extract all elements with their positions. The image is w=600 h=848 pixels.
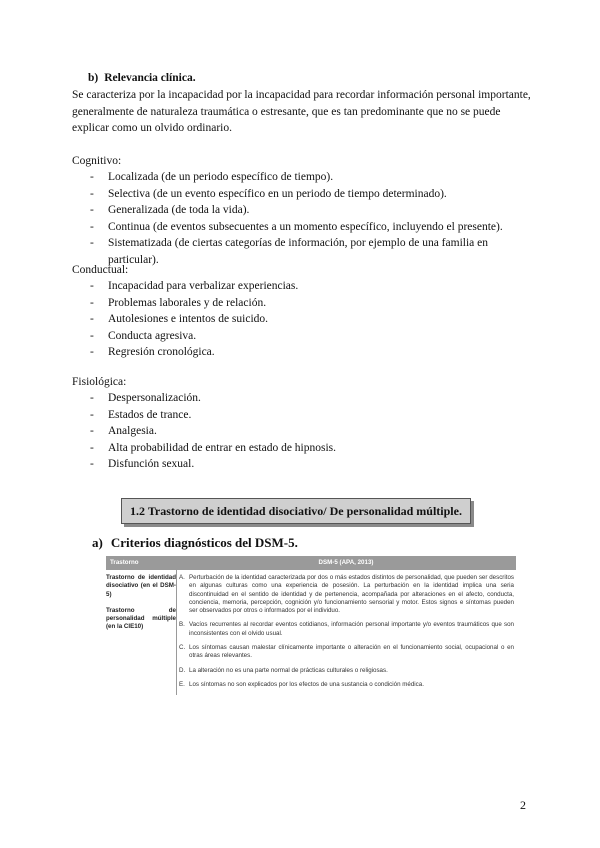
criteria-heading-label: a) — [92, 535, 103, 550]
behavioral-title: Conductual: — [72, 264, 129, 276]
list-item: - Estados de trance. — [90, 408, 192, 421]
list-item: - Analgesia. — [90, 425, 157, 437]
relevance-paragraph: Se caracteriza por la incapacidad por la incapacidad para recordar información personal importante, generalmente de naturaleza traumática o estresante, que es tan predominante que no se puede explicar como un olvido ordinario. — [72, 89, 531, 134]
criteria-list — [176, 570, 516, 695]
list-item: - Selectiva (de un evento específico en un periodo de tiempo determinado). — [90, 187, 447, 200]
criteria-heading — [92, 535, 298, 552]
relevance-heading — [88, 70, 196, 87]
relevance-heading-title: Relevancia clínica. — [104, 72, 196, 84]
page-number: 2 — [520, 798, 526, 812]
section-heading-box — [121, 498, 471, 524]
table-header — [106, 556, 516, 570]
list-item: - Despersonalización. — [90, 392, 201, 404]
disorder-names — [106, 570, 176, 695]
list-item: - Alta probabilidad de entrar en estado de hipnosis. — [90, 441, 337, 454]
list-item: - Generalizada (de toda la vida). — [90, 204, 250, 216]
list-item: - Autolesiones e intentos de suicido. — [90, 313, 269, 325]
criterion-row: A. Perturbación de la identidad caracterizada por dos o más estados distintos de personalidad, que pueden ser descritos en algunas culturas como una experiencia de posesión. La perturbación en la identidad implica una seria discontinuidad en el sentido de identidad y de pertenencia, acompañada por alteraciones en el afecto, conducta, conciencia, memoria, percepción, cognición y/o funcionamiento sensorial y motor. Estos signos e síntomas pueden ser observados por otros o informados por el individuo. — [179, 574, 514, 615]
criterion-row: E. Los síntomas no son explicados por los efectos de una sustancia o condición médica. — [179, 680, 424, 688]
criteria-heading-title: Criterios diagnósticos del DSM-5. — [110, 535, 298, 550]
list-item: - Continua (de eventos subsecuentes a un momento específico, incluyendo el presente). — [90, 220, 503, 233]
criterion-row: D. La alteración no es una parte normal de prácticas culturales o religiosas. — [179, 666, 388, 674]
disorder-name-cie10: Trastorno de personalidad múltiple (en la CIE10) — [106, 606, 176, 631]
table-header-dsm5: DSM-5 (APA, 2013) — [318, 559, 374, 566]
list-item: - Problemas laborales y de relación. — [90, 296, 267, 309]
physiological-list — [72, 390, 532, 473]
list-item: - Conducta agresiva. — [90, 329, 197, 342]
list-item: - Sistematizada (de ciertas categorías de información, por ejemplo de una familia en particular). — [90, 237, 488, 266]
list-item: - Localizada (de un periodo específico de tiempo). — [90, 171, 334, 183]
section-title: 1.2 Trastorno de identidad disociativo/ De personalidad múltiple. — [130, 504, 462, 518]
table-header-disorder: Trastorno — [110, 559, 139, 566]
cognitive-title: Cognitivo: — [72, 155, 122, 167]
relevance-heading-label: b) — [88, 72, 99, 84]
table-body — [106, 570, 516, 695]
disorder-name-dsm5: Trastorno de identidad disociativo (en el DSM-5) — [106, 574, 176, 598]
dsm5-criteria-table — [106, 556, 516, 695]
list-item: - Regresión cronológica. — [90, 346, 215, 358]
criterion-row: C. Los síntomas causan malestar clínicamente importante o alteración en el funcionamiento social, ocupacional o en otras áreas relevantes. — [179, 644, 514, 660]
cognitive-list — [72, 169, 532, 268]
physiological-title: Fisiológica: — [72, 376, 127, 388]
list-item: - Disfunción sexual. — [90, 458, 195, 470]
list-item: - Incapacidad para verbalizar experiencias. — [90, 280, 299, 292]
behavioral-list — [72, 278, 532, 361]
criterion-row: B. Vacíos recurrentes al recordar eventos cotidianos, información personal importante y/o eventos traumáticos que son inconsistentes con el olvido usual. — [179, 621, 514, 637]
